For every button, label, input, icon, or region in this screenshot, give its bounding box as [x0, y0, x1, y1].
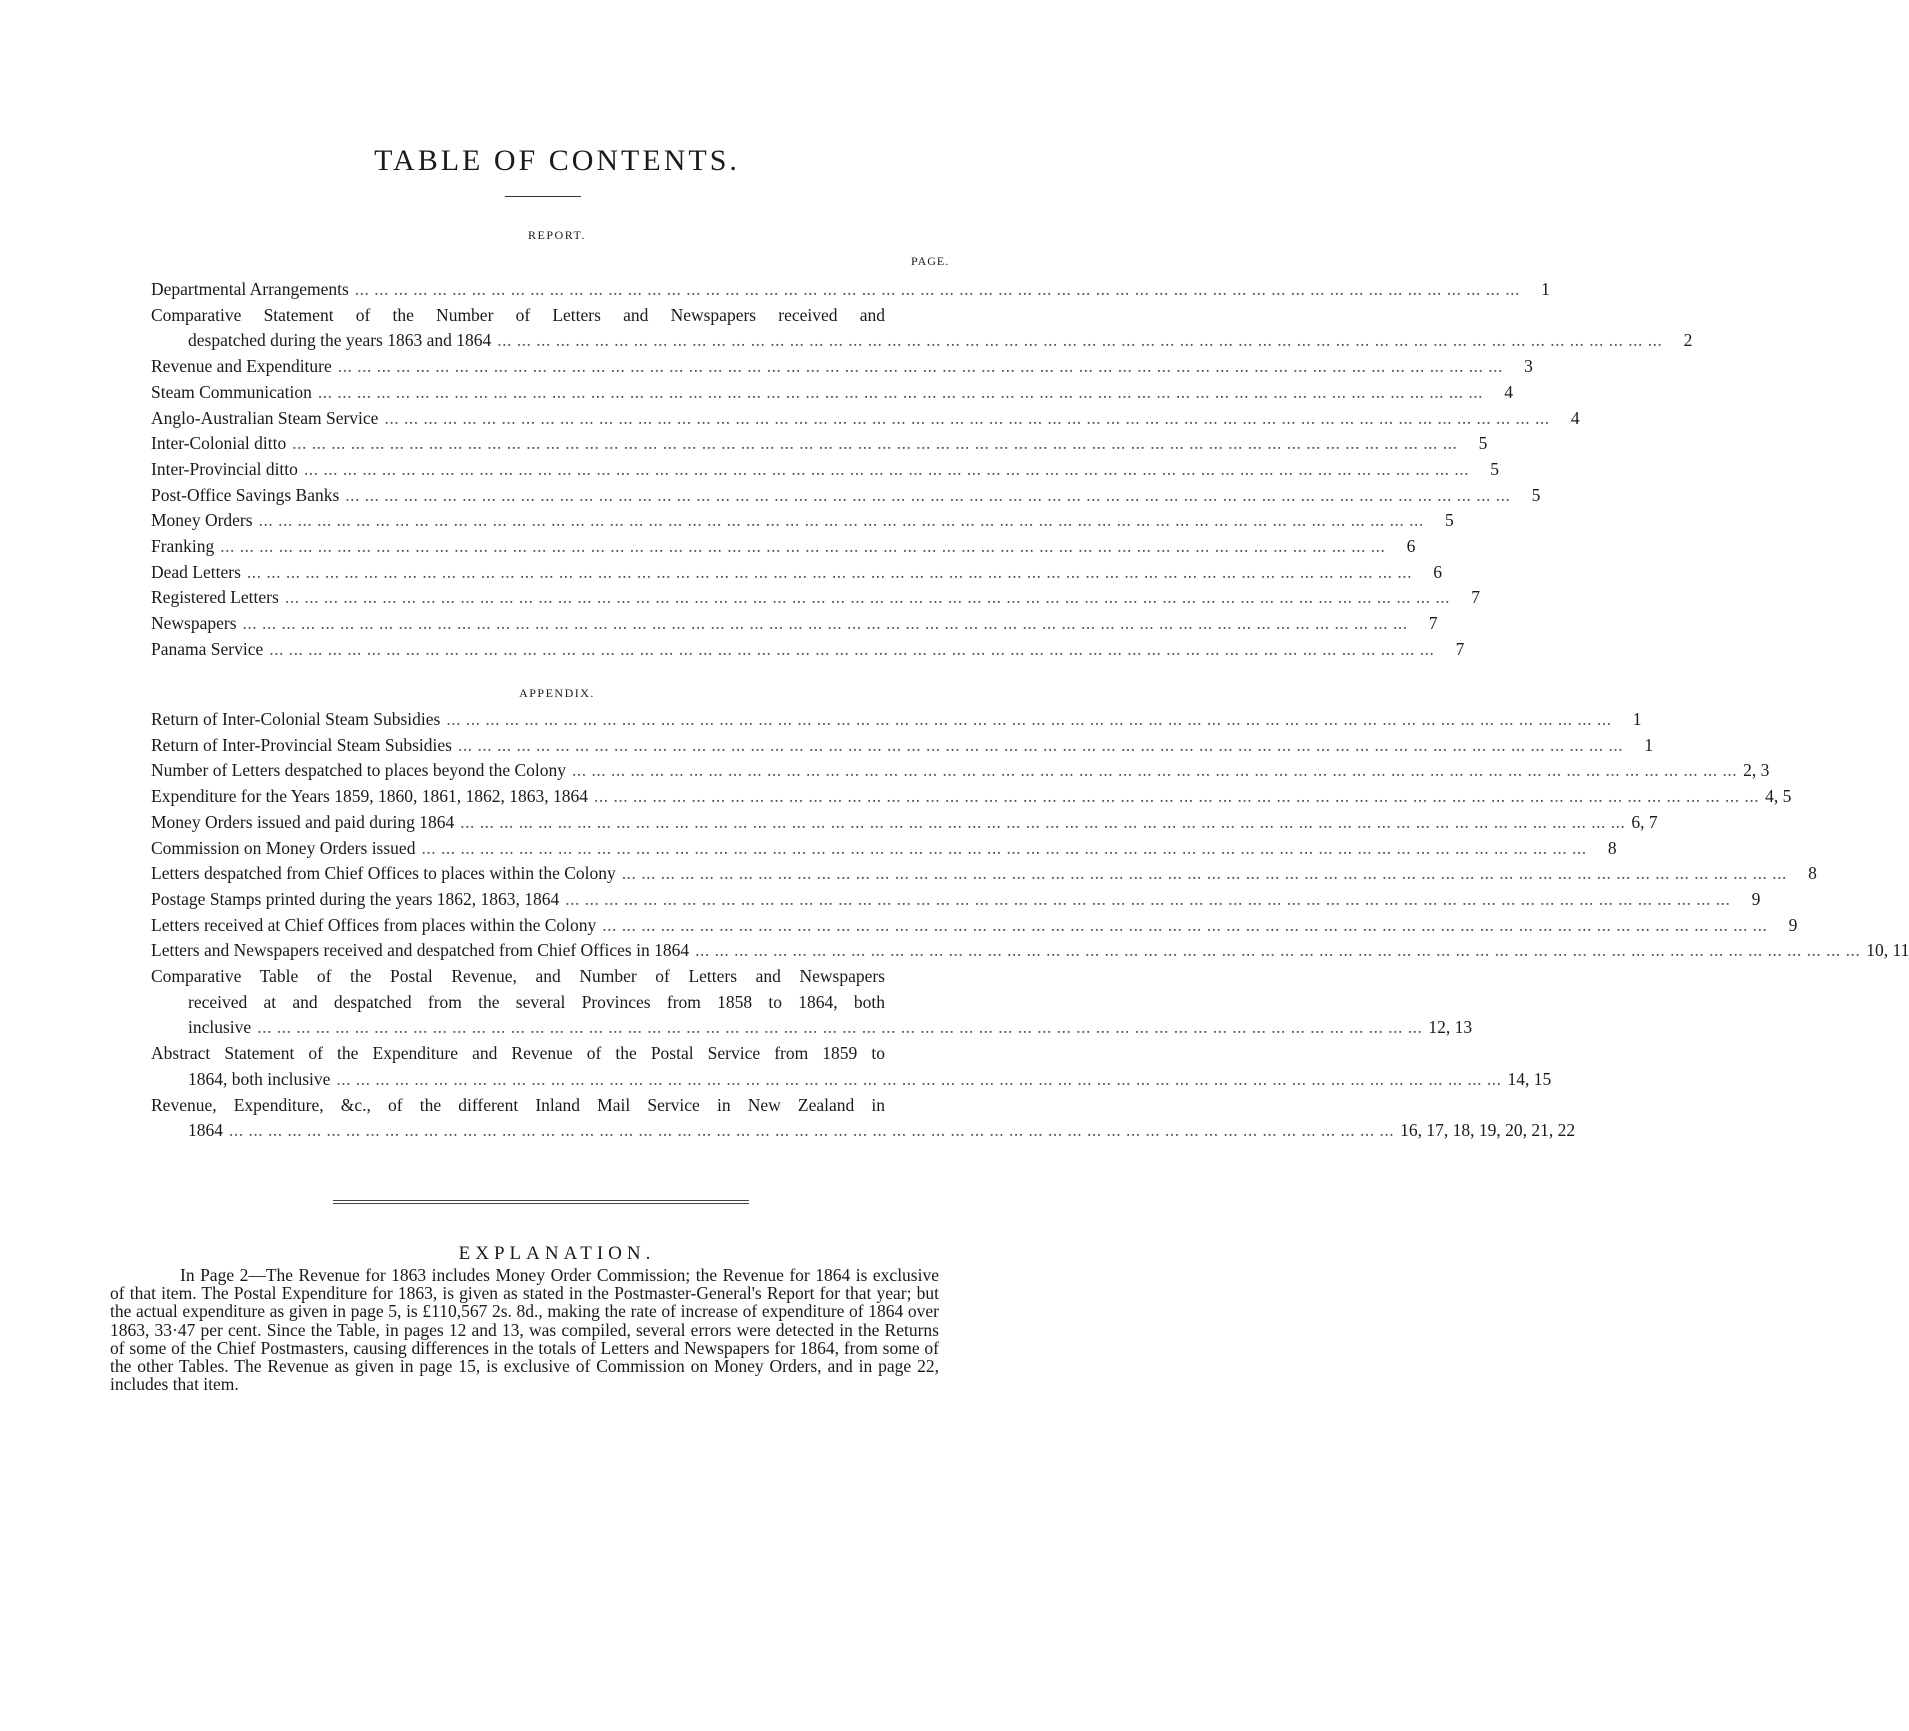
dot-leader: ... ... ... ... ... ... ... ... ... ... ... ... ... ... ... ... ... ... ... ... ... ... ... ... ... ... ... ... ... ... ... ... ... ... ... ... ... ... ... ... ... ... ... ... ... ... ... ... ... ... ... ... ... ... ... ... ... ... ... ... [458, 734, 1624, 755]
entry-title: Postage Stamps printed during the years 1862, 1863, 1864 [151, 888, 560, 909]
entry-title-line: Comparative Table of the Postal Revenue, and Number of Letters and Newspapers [151, 966, 885, 987]
contents-entry [151, 887, 1761, 913]
page-column-label: PAGE. [911, 254, 950, 268]
entry-page-number: 3 [1524, 356, 1533, 377]
entry-title: Anglo-Australian Steam Service [151, 407, 379, 428]
appendix-heading: APPENDIX. [519, 686, 595, 700]
entry-title: Registered Letters [151, 587, 279, 608]
dot-leader: ... ... ... ... ... ... ... ... ... ... ... ... ... ... ... ... ... ... ... ... ... ... ... ... ... ... ... ... ... ... ... ... ... ... ... ... ... ... ... ... ... ... ... ... ... ... ... ... ... ... ... ... ... ... ... ... ... ... ... ... [421, 837, 1587, 858]
entry-page-number: 1 [1541, 279, 1550, 299]
entry-page-number: 14, 15 [1507, 1068, 1552, 1089]
dot-leader: ... ... ... ... ... ... ... ... ... ... ... ... ... ... ... ... ... ... ... ... ... ... ... ... ... ... ... ... ... ... ... ... ... ... ... ... ... ... ... ... ... ... ... ... ... ... ... ... ... ... ... ... ... ... ... ... ... ... ... ... [269, 638, 1435, 659]
entry-page-number: 5 [1490, 458, 1500, 479]
entry-title: inclusive [188, 1017, 252, 1038]
entry-title: despatched during the years 1863 and 1864 [188, 330, 492, 351]
contents-entry [151, 637, 1465, 663]
dot-leader: ... ... ... ... ... ... ... ... ... ... ... ... ... ... ... ... ... ... ... ... ... ... ... ... ... ... ... ... ... ... ... ... ... ... ... ... ... ... ... ... ... ... ... ... ... ... ... ... ... ... ... ... ... ... ... ... ... ... ... ... [497, 330, 1663, 351]
entry-title-line: Comparative Statement of the Number of Letters and Newspapers received and [151, 304, 885, 325]
entry-title: Departmental Arrangements [151, 279, 349, 299]
entry-title: Revenue and Expenditure [151, 356, 332, 377]
dot-leader: ... ... ... ... ... ... ... ... ... ... ... ... ... ... ... ... ... ... ... ... ... ... ... ... ... ... ... ... ... ... ... ... ... ... ... ... ... ... ... ... ... ... ... ... ... ... ... ... ... ... ... ... ... ... ... ... ... ... ... ... [317, 381, 1484, 402]
entry-page-number: 4 [1570, 407, 1580, 428]
entry-title: Number of Letters despatched to places beyond the Colony [151, 760, 567, 781]
entry-page-number: 2 [1683, 330, 1693, 351]
dot-leader: ... ... ... ... ... ... ... ... ... ... ... ... ... ... ... ... ... ... ... ... ... ... ... ... ... ... ... ... ... ... ... ... ... ... ... ... ... ... ... ... ... ... ... ... ... ... ... ... ... ... ... ... ... ... ... ... ... ... ... ... [292, 433, 1458, 454]
entry-title: Post-Office Savings Banks [151, 484, 340, 505]
entry-page-number: 1 [1644, 734, 1654, 755]
report-heading: REPORT. [528, 228, 586, 242]
entry-page-number: 2, 3 [1743, 760, 1770, 781]
dot-leader: ... ... ... ... ... ... ... ... ... ... ... ... ... ... ... ... ... ... ... ... ... ... ... ... ... ... ... ... ... ... ... ... ... ... ... ... ... ... ... ... ... ... ... ... ... ... ... ... ... ... ... ... ... ... ... ... ... ... ... ... [242, 613, 1408, 634]
entry-title-continuation: received at and despatched from the several Provinces from 1858 to 1864, both [188, 991, 885, 1012]
dot-leader: ... ... ... ... ... ... ... ... ... ... ... ... ... ... ... ... ... ... ... ... ... ... ... ... ... ... ... ... ... ... ... ... ... ... ... ... ... ... ... ... ... ... ... ... ... ... ... ... ... ... ... ... ... ... ... ... ... ... ... ... [354, 279, 1520, 299]
contents-entry [151, 611, 1438, 637]
entry-page-number: 4, 5 [1765, 786, 1792, 807]
entry-title: Return of Inter-Provincial Steam Subsidies [151, 734, 452, 755]
entry-title: Inter-Colonial ditto [151, 433, 287, 454]
dot-leader: ... ... ... ... ... ... ... ... ... ... ... ... ... ... ... ... ... ... ... ... ... ... ... ... ... ... ... ... ... ... ... ... ... ... ... ... ... ... ... ... ... ... ... ... ... ... ... ... ... ... ... ... ... ... ... ... ... ... ... ... [246, 561, 1413, 582]
contents-entry [151, 758, 1770, 784]
entry-page-number: 7 [1428, 613, 1438, 634]
contents-entry [151, 1041, 1552, 1092]
entry-title: Letters received at Chief Offices from places within the Colony [151, 914, 597, 935]
dot-leader: ... ... ... ... ... ... ... ... ... ... ... ... ... ... ... ... ... ... ... ... ... ... ... ... ... ... ... ... ... ... ... ... ... ... ... ... ... ... ... ... ... ... ... ... ... ... ... ... ... ... ... ... ... ... ... ... ... ... ... ... [303, 458, 1470, 479]
entry-title: Panama Service [151, 638, 264, 659]
entry-title: Steam Communication [151, 381, 312, 402]
entry-title: Return of Inter-Colonial Steam Subsidies [151, 709, 441, 729]
entry-page-number: 9 [1788, 914, 1798, 935]
entry-page-number: 5 [1444, 510, 1454, 531]
section-divider [333, 1200, 749, 1206]
dot-leader: ... ... ... ... ... ... ... ... ... ... ... ... ... ... ... ... ... ... ... ... ... ... ... ... ... ... ... ... ... ... ... ... ... ... ... ... ... ... ... ... ... ... ... ... ... ... ... ... ... ... ... ... ... ... ... ... ... ... ... ... [336, 1068, 1502, 1089]
entry-title: Commission on Money Orders issued [151, 837, 416, 858]
contents-entry [151, 707, 1642, 733]
contents-entry [151, 1093, 1576, 1144]
contents-entry [151, 354, 1533, 380]
dot-leader: ... ... ... ... ... ... ... ... ... ... ... ... ... ... ... ... ... ... ... ... ... ... ... ... ... ... ... ... ... ... ... ... ... ... ... ... ... ... ... ... ... ... ... ... ... ... ... ... ... ... ... ... ... ... ... ... ... ... ... ... [337, 356, 1503, 377]
entry-title: Franking [151, 536, 215, 557]
entry-page-number: 6 [1406, 536, 1416, 557]
contents-entry [151, 784, 1792, 810]
contents-entry [151, 810, 1658, 836]
dot-leader: ... ... ... ... ... ... ... ... ... ... ... ... ... ... ... ... ... ... ... ... ... ... ... ... ... ... ... ... ... ... ... ... ... ... ... ... ... ... ... ... ... ... ... ... ... ... ... ... ... ... ... ... ... ... ... ... ... ... ... ... [593, 786, 1760, 807]
contents-entry [151, 508, 1454, 534]
dot-leader: ... ... ... ... ... ... ... ... ... ... ... ... ... ... ... ... ... ... ... ... ... ... ... ... ... ... ... ... ... ... ... ... ... ... ... ... ... ... ... ... ... ... ... ... ... ... ... ... ... ... ... ... ... ... ... ... ... ... ... ... [229, 1120, 1395, 1141]
dot-leader: ... ... ... ... ... ... ... ... ... ... ... ... ... ... ... ... ... ... ... ... ... ... ... ... ... ... ... ... ... ... ... ... ... ... ... ... ... ... ... ... ... ... ... ... ... ... ... ... ... ... ... ... ... ... ... ... ... ... ... ... [621, 863, 1787, 884]
dot-leader: ... ... ... ... ... ... ... ... ... ... ... ... ... ... ... ... ... ... ... ... ... ... ... ... ... ... ... ... ... ... ... ... ... ... ... ... ... ... ... ... ... ... ... ... ... ... ... ... ... ... ... ... ... ... ... ... ... ... ... ... [257, 1017, 1423, 1038]
entry-title: Dead Letters [151, 561, 241, 582]
dot-leader: ... ... ... ... ... ... ... ... ... ... ... ... ... ... ... ... ... ... ... ... ... ... ... ... ... ... ... ... ... ... ... ... ... ... ... ... ... ... ... ... ... ... ... ... ... ... ... ... ... ... ... ... ... ... ... ... ... ... ... ... [695, 940, 1861, 961]
dot-leader: ... ... ... ... ... ... ... ... ... ... ... ... ... ... ... ... ... ... ... ... ... ... ... ... ... ... ... ... ... ... ... ... ... ... ... ... ... ... ... ... ... ... ... ... ... ... ... ... ... ... ... ... ... ... ... ... ... ... ... ... [460, 811, 1626, 832]
dot-leader: ... ... ... ... ... ... ... ... ... ... ... ... ... ... ... ... ... ... ... ... ... ... ... ... ... ... ... ... ... ... ... ... ... ... ... ... ... ... ... ... ... ... ... ... ... ... ... ... ... ... ... ... ... ... ... ... ... ... ... ... [446, 709, 1612, 729]
contents-entry [151, 277, 1550, 303]
entry-page-number: 8 [1808, 863, 1817, 884]
entry-page-number: 6 [1433, 561, 1443, 582]
title-rule [505, 196, 581, 197]
dot-leader: ... ... ... ... ... ... ... ... ... ... ... ... ... ... ... ... ... ... ... ... ... ... ... ... ... ... ... ... ... ... ... ... ... ... ... ... ... ... ... ... ... ... ... ... ... ... ... ... ... ... ... ... ... ... ... ... ... ... ... ... [602, 914, 1768, 935]
contents-entry [151, 457, 1500, 483]
entry-title: Letters and Newspapers received and despatched from Chief Offices in 1864 [151, 940, 690, 961]
contents-entry [151, 861, 1817, 887]
contents-entry [151, 303, 1693, 354]
dot-leader: ... ... ... ... ... ... ... ... ... ... ... ... ... ... ... ... ... ... ... ... ... ... ... ... ... ... ... ... ... ... ... ... ... ... ... ... ... ... ... ... ... ... ... ... ... ... ... ... ... ... ... ... ... ... ... ... ... ... ... ... [258, 510, 1424, 531]
entry-title: 1864, both inclusive [188, 1068, 331, 1089]
dot-leader: ... ... ... ... ... ... ... ... ... ... ... ... ... ... ... ... ... ... ... ... ... ... ... ... ... ... ... ... ... ... ... ... ... ... ... ... ... ... ... ... ... ... ... ... ... ... ... ... ... ... ... ... ... ... ... ... ... ... ... ... [384, 407, 1550, 428]
dot-leader: ... ... ... ... ... ... ... ... ... ... ... ... ... ... ... ... ... ... ... ... ... ... ... ... ... ... ... ... ... ... ... ... ... ... ... ... ... ... ... ... ... ... ... ... ... ... ... ... ... ... ... ... ... ... ... ... ... ... ... ... [220, 536, 1386, 557]
entry-title: Inter-Provincial ditto [151, 458, 298, 479]
explanation-text: In Page 2—The Revenue for 1863 includes Money Order Commission; the Revenue for 1864 is exclusive of that item. The Postal Expenditure for 1863, is given as stated in the Postmaster-General's Report for that year; but the actual expenditure as given in page 5, is £110,567 2s. 8d., making the rate of increase of expenditure of 1864 over 1863, 33·47 per cent. Since the Table, in pages 12 and 13, was compiled, several errors were detected in the Returns of some of the Chief Postmasters, causing differences in the totals of Letters and Newspapers for 1864, from some of the other Tables. The Revenue as given in page 15, is exclusive of Commission on Money Orders, and in page 22, includes that item. [110, 1265, 939, 1395]
contents-entry [151, 431, 1488, 457]
page-title: TABLE OF CONTENTS. [374, 144, 740, 177]
entry-page-number: 4 [1504, 381, 1514, 402]
entry-title-line: Revenue, Expenditure, &c., of the different Inland Mail Service in New Zealand in [151, 1094, 885, 1115]
appendix-contents-list [151, 707, 1909, 1144]
entry-page-number: 5 [1531, 484, 1541, 505]
entry-page-number: 1 [1632, 709, 1642, 729]
dot-leader: ... ... ... ... ... ... ... ... ... ... ... ... ... ... ... ... ... ... ... ... ... ... ... ... ... ... ... ... ... ... ... ... ... ... ... ... ... ... ... ... ... ... ... ... ... ... ... ... ... ... ... ... ... ... ... ... ... ... ... ... [565, 888, 1731, 909]
entry-page-number: 12, 13 [1428, 1017, 1473, 1038]
entry-title: Money Orders [151, 510, 253, 531]
contents-entry [151, 560, 1443, 586]
entry-title: Newspapers [151, 613, 237, 634]
contents-entry [151, 733, 1654, 759]
contents-entry [151, 964, 1473, 1041]
entry-page-number: 16, 17, 18, 19, 20, 21, 22 [1400, 1120, 1576, 1141]
entry-title: Letters despatched from Chief Offices to places within the Colony [151, 863, 616, 884]
report-contents-list [151, 277, 1693, 663]
contents-entry [151, 913, 1798, 939]
dot-leader: ... ... ... ... ... ... ... ... ... ... ... ... ... ... ... ... ... ... ... ... ... ... ... ... ... ... ... ... ... ... ... ... ... ... ... ... ... ... ... ... ... ... ... ... ... ... ... ... ... ... ... ... ... ... ... ... ... ... ... ... [572, 760, 1738, 781]
contents-entry [151, 938, 1909, 964]
entry-title: Expenditure for the Years 1859, 1860, 1861, 1862, 1863, 1864 [151, 786, 588, 807]
entry-page-number: 5 [1478, 433, 1488, 454]
contents-entry [151, 380, 1514, 406]
dot-leader: ... ... ... ... ... ... ... ... ... ... ... ... ... ... ... ... ... ... ... ... ... ... ... ... ... ... ... ... ... ... ... ... ... ... ... ... ... ... ... ... ... ... ... ... ... ... ... ... ... ... ... ... ... ... ... ... ... ... ... ... [345, 484, 1511, 505]
entry-title: 1864 [188, 1120, 223, 1141]
explanation-heading: EXPLANATION. [458, 1243, 656, 1264]
entry-page-number: 8 [1607, 837, 1617, 858]
contents-entry [151, 836, 1617, 862]
entry-page-number: 7 [1455, 638, 1465, 659]
entry-page-number: 9 [1751, 888, 1761, 909]
entry-page-number: 7 [1471, 587, 1480, 608]
dot-leader: ... ... ... ... ... ... ... ... ... ... ... ... ... ... ... ... ... ... ... ... ... ... ... ... ... ... ... ... ... ... ... ... ... ... ... ... ... ... ... ... ... ... ... ... ... ... ... ... ... ... ... ... ... ... ... ... ... ... ... ... [284, 587, 1450, 608]
entry-title: Money Orders issued and paid during 1864 [151, 811, 455, 832]
contents-entry [151, 406, 1580, 432]
contents-entry [151, 585, 1480, 611]
entry-page-number: 10, 11 [1866, 940, 1909, 961]
contents-entry [151, 534, 1416, 560]
contents-entry [151, 483, 1541, 509]
entry-page-number: 6, 7 [1631, 811, 1658, 832]
entry-title-line: Abstract Statement of the Expenditure and Revenue of the Postal Service from 1859 to [151, 1043, 885, 1064]
